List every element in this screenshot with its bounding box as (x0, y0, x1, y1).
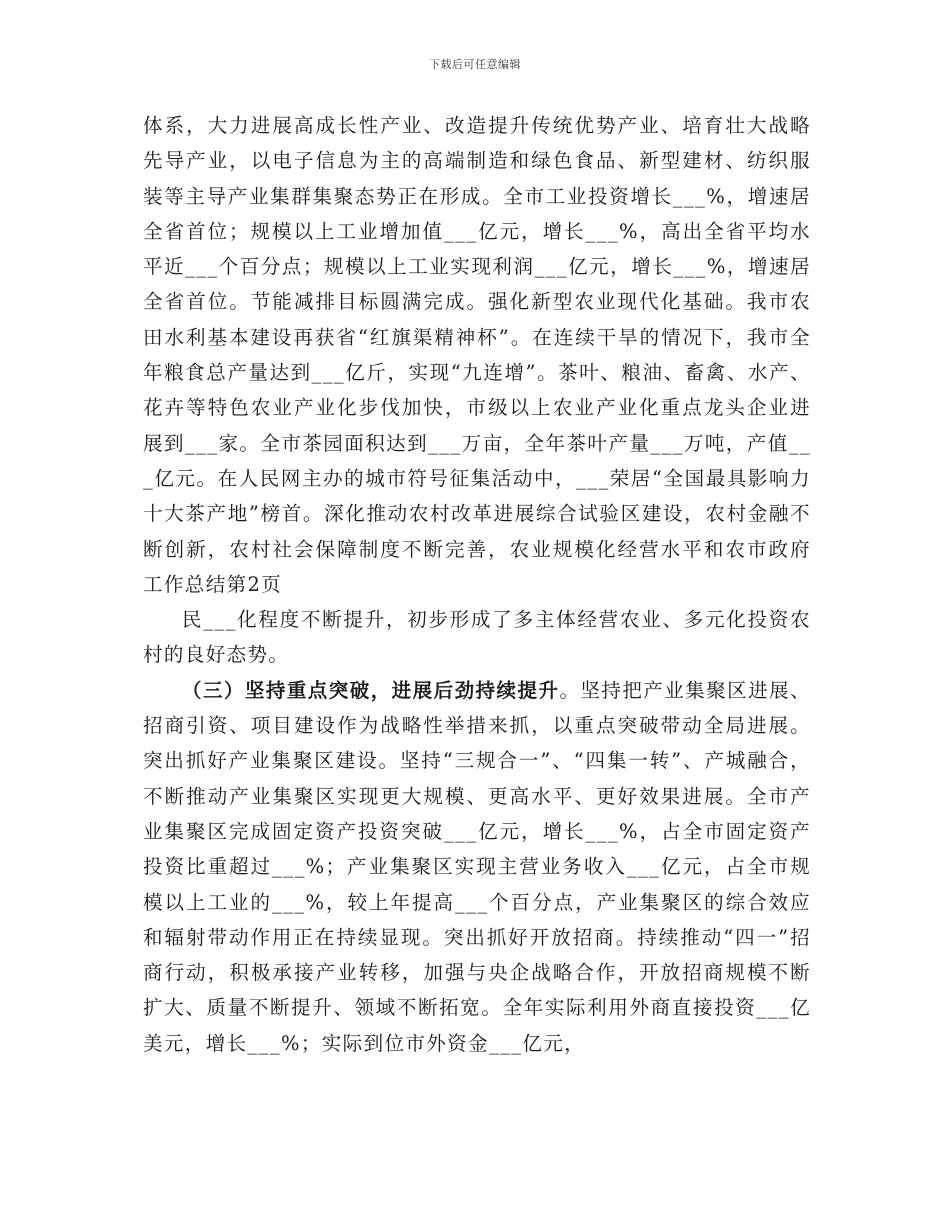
paragraph-1: 体系，大力进展高成长性产业、改造提升传统优势产业、培育壮大战略先导产业，以电子信息为主的高端制造和绿色食品、新型建材、纺织服装等主导产业集群集聚态势正在形成。全市工业投资增长___%，增速居全省首位；规模以上工业增加值___亿元，增长___%，高出全省平均水平近___个百分点；规模以上工业实现利润___亿元，增长___%，增速居全省首位。节能减排目标圆满完成。强化新型农业现代化基础。我市农田水利基本建设再获省“红旗渠精神杯”。在连续干旱的情况下，我市全年粮食总产量达到___亿斤，实现“九连增”。茶叶、粮油、畜禽、水产、花卉等特色农业产业化步伐加快，市级以上农业产业化重点龙头企业进展到___家。全市茶园面积达到___万亩，全年茶叶产量___万吨，产值___亿元。在人民网主办的城市符号征集活动中，___荣居“全国最具影响力十大茶产地”榜首。深化推动农村改革进展综合试验区建设，农村金融不断创新，农村社会保障制度不断完善，农业规模化经营水平和农市政府工作总结第2页 (143, 114, 811, 596)
paragraph-2: 民___化程度不断提升，初步形成了多主体经营农业、多元化投资农村的良好态势。 (143, 608, 811, 667)
paragraph-3 (143, 673, 811, 1061)
paragraph-3-text: 。坚持把产业集聚区进展、招商引资、项目建设作为战略性举措来抓，以重点突破带动全局进展。突出抓好产业集聚区建设。坚持“三规合一”、“四集一转”、产城融合，不断推动产业集聚区实现更大规模、更高水平、更好效果进展。全市产业集聚区完成固定资产投资突破___亿元，增长___%，占全市固定资产投资比重超过___%；产业集聚区实现主营业务收入___亿元，占全市规模以上工业的___%，较上年提高___个百分点，产业集聚区的综合效应和辐射带动作用正在持续显现。突出抓好开放招商。持续推动“四一”招商行动，积极承接产业转移，加强与央企战略合作，开放招商规模不断扩大、质量不断提升、领域不断拓宽。全年实际利用外商直接投资___亿美元，增长___%；实际到位市外资金___亿元， (143, 678, 811, 1055)
document-body (143, 108, 811, 1061)
page-header: 下载后可任意编辑 (429, 58, 521, 71)
section-heading: （三）坚持重点突破，进展后劲持续提升 (182, 678, 560, 702)
